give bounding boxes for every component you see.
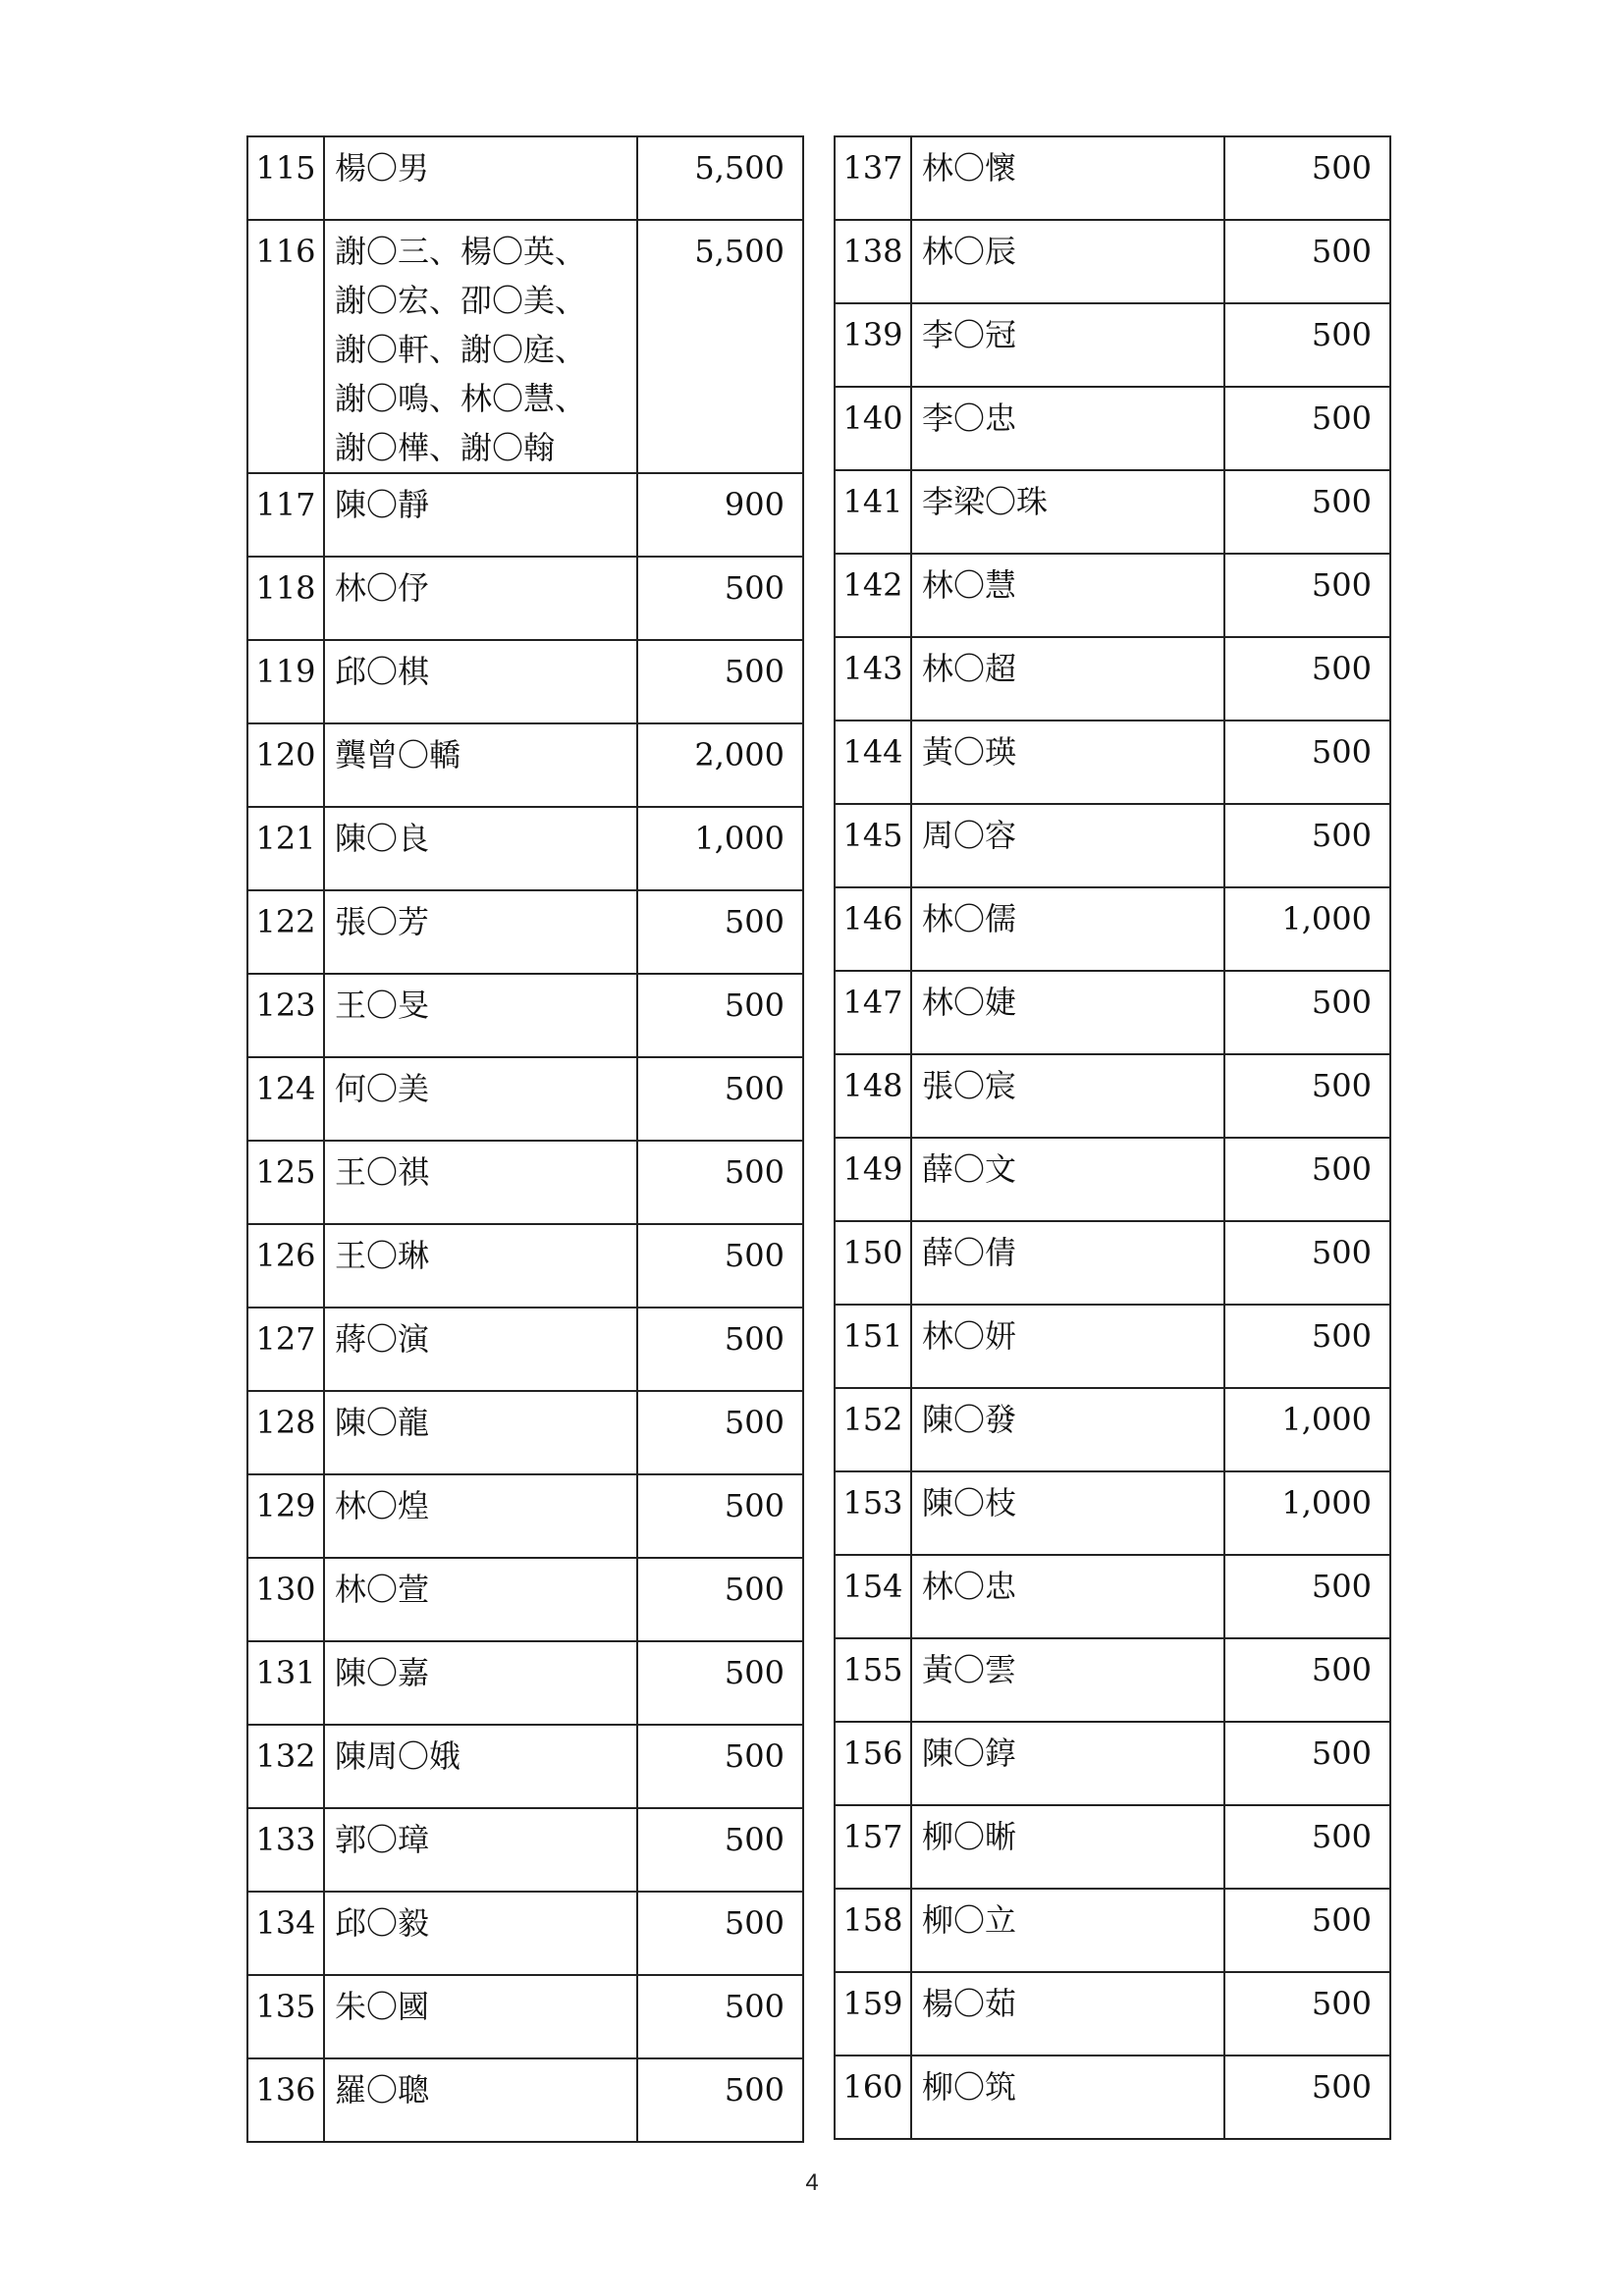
row-number: 129 [247,1474,324,1558]
donor-name: 林〇辰 [911,220,1224,303]
donor-name: 柳〇立 [911,1889,1224,1972]
donor-name: 柳〇筑 [911,2056,1224,2139]
row-number: 123 [247,974,324,1057]
table-row [835,1972,1390,2056]
row-number: 119 [247,640,324,723]
row-number: 145 [835,804,911,887]
donor-name: 陳〇枝 [911,1471,1224,1555]
donation-amount: 5,500 [637,220,803,473]
donor-name: 陳〇錞 [911,1722,1224,1805]
row-number: 134 [247,1892,324,1975]
table-row [835,1805,1390,1889]
donor-table-right [834,135,1391,2140]
row-number: 146 [835,887,911,971]
table-row [247,473,803,557]
table-row [835,1722,1390,1805]
table-row [835,1221,1390,1305]
table-row [835,387,1390,470]
row-number: 158 [835,1889,911,1972]
donation-amount: 500 [637,1391,803,1474]
row-number: 144 [835,721,911,804]
table-row [247,2058,803,2142]
donation-amount: 500 [1224,1805,1390,1889]
row-number: 137 [835,136,911,220]
donation-amount: 500 [637,974,803,1057]
row-number: 121 [247,807,324,890]
donor-name: 邱〇棋 [324,640,637,723]
donor-name: 林〇婕 [911,971,1224,1054]
row-number: 143 [835,637,911,721]
donation-amount: 500 [1224,1555,1390,1638]
donor-name: 林〇忠 [911,1555,1224,1638]
donation-amount: 5,500 [637,136,803,220]
row-number: 148 [835,1054,911,1138]
table-row [835,1889,1390,1972]
donor-name: 李〇忠 [911,387,1224,470]
table-row [835,1054,1390,1138]
donor-name: 李梁〇珠 [911,470,1224,554]
donation-amount: 500 [637,1224,803,1308]
row-number: 150 [835,1221,911,1305]
donor-name: 張〇芳 [324,890,637,974]
row-number: 138 [835,220,911,303]
row-number: 117 [247,473,324,557]
donation-amount: 500 [1224,1722,1390,1805]
row-number: 125 [247,1141,324,1224]
donor-name: 王〇旻 [324,974,637,1057]
row-number: 141 [835,470,911,554]
table-row [247,1808,803,1892]
table-row [835,554,1390,637]
donation-amount: 1,000 [1224,887,1390,971]
donor-name: 薛〇文 [911,1138,1224,1221]
donor-name: 黃〇雲 [911,1638,1224,1722]
table-row [835,470,1390,554]
donor-table-left [246,135,804,2143]
row-number: 132 [247,1725,324,1808]
table-row [247,1558,803,1641]
donor-name: 陳〇發 [911,1388,1224,1471]
table-row [835,1555,1390,1638]
donation-amount: 500 [637,1474,803,1558]
donation-amount: 500 [1224,637,1390,721]
row-number: 120 [247,723,324,807]
donation-amount: 500 [1224,1638,1390,1722]
table-row [835,887,1390,971]
donor-name: 何〇美 [324,1057,637,1141]
row-number: 153 [835,1471,911,1555]
table-row [247,1975,803,2058]
donation-amount: 500 [637,1892,803,1975]
donation-amount: 500 [637,1975,803,2058]
row-number: 130 [247,1558,324,1641]
donation-amount: 500 [1224,554,1390,637]
table-row [247,1892,803,1975]
table-row [835,971,1390,1054]
table-row [835,136,1390,220]
table-row [247,1057,803,1141]
table-row [835,804,1390,887]
donor-name: 邱〇毅 [324,1892,637,1975]
row-number: 147 [835,971,911,1054]
row-number: 127 [247,1308,324,1391]
row-number: 149 [835,1138,911,1221]
donor-name: 陳周〇娥 [324,1725,637,1808]
table-row [247,1641,803,1725]
donor-name: 林〇儒 [911,887,1224,971]
donor-name: 林〇萱 [324,1558,637,1641]
donation-amount: 1,000 [1224,1388,1390,1471]
donor-name: 楊〇男 [324,136,637,220]
donor-name: 陳〇良 [324,807,637,890]
row-number: 135 [247,1975,324,2058]
donor-name: 陳〇龍 [324,1391,637,1474]
table-row [835,303,1390,387]
donation-amount: 500 [1224,971,1390,1054]
donation-amount: 500 [1224,1054,1390,1138]
donor-name: 林〇妍 [911,1305,1224,1388]
table-row [247,1474,803,1558]
donation-amount: 500 [637,1057,803,1141]
table-row [247,1725,803,1808]
donor-name: 龔曾〇轎 [324,723,637,807]
row-number: 136 [247,2058,324,2142]
donation-amount: 500 [637,2058,803,2142]
row-number: 131 [247,1641,324,1725]
row-number: 140 [835,387,911,470]
donor-name: 黃〇瑛 [911,721,1224,804]
table-row [247,807,803,890]
donation-amount: 500 [1224,1138,1390,1221]
row-number: 118 [247,557,324,640]
row-number: 122 [247,890,324,974]
donor-name: 林〇超 [911,637,1224,721]
donor-name: 王〇琳 [324,1224,637,1308]
donor-name: 林〇懷 [911,136,1224,220]
donation-amount: 1,000 [1224,1471,1390,1555]
donation-amount: 500 [637,1141,803,1224]
table-row [247,1224,803,1308]
donor-name: 謝〇三、楊〇英、 謝〇宏、卲〇美、 謝〇軒、謝〇庭、 謝〇鳴、林〇慧、 謝〇樺、謝〇翰 [324,220,637,473]
row-number: 154 [835,1555,911,1638]
donation-amount: 500 [1224,2056,1390,2139]
table-row [835,721,1390,804]
donation-amount: 500 [1224,804,1390,887]
donation-amount: 500 [637,1808,803,1892]
donation-amount: 1,000 [637,807,803,890]
table-row [247,1308,803,1391]
table-row [835,2056,1390,2139]
donor-name: 朱〇國 [324,1975,637,2058]
table-row [247,136,803,220]
table-row [835,637,1390,721]
donor-name: 陳〇嘉 [324,1641,637,1725]
row-number: 152 [835,1388,911,1471]
donor-name: 王〇祺 [324,1141,637,1224]
donation-amount: 500 [1224,470,1390,554]
row-number: 159 [835,1972,911,2056]
table-row [835,1138,1390,1221]
table-row [835,1638,1390,1722]
donation-amount: 500 [637,1725,803,1808]
table-row [247,890,803,974]
donation-amount: 500 [637,557,803,640]
row-number: 133 [247,1808,324,1892]
donation-amount: 500 [1224,387,1390,470]
donation-amount: 500 [637,1308,803,1391]
donor-name: 林〇煌 [324,1474,637,1558]
donation-amount: 500 [1224,303,1390,387]
donor-name: 張〇宸 [911,1054,1224,1138]
row-number: 142 [835,554,911,637]
table-row [835,1305,1390,1388]
table-row [247,1141,803,1224]
donor-name: 柳〇晰 [911,1805,1224,1889]
table-row [247,723,803,807]
donor-name: 郭〇璋 [324,1808,637,1892]
donation-amount: 900 [637,473,803,557]
donor-name: 林〇伃 [324,557,637,640]
donation-amount: 500 [1224,136,1390,220]
donor-name: 陳〇靜 [324,473,637,557]
table-row [247,1391,803,1474]
donation-amount: 500 [637,1558,803,1641]
donation-amount: 500 [637,640,803,723]
donor-name: 周〇容 [911,804,1224,887]
row-number: 157 [835,1805,911,1889]
row-number: 116 [247,220,324,473]
donation-amount: 500 [1224,1221,1390,1305]
table-row [247,220,803,473]
row-number: 115 [247,136,324,220]
row-number: 126 [247,1224,324,1308]
donor-name: 李〇冠 [911,303,1224,387]
donation-amount: 500 [1224,721,1390,804]
donation-amount: 500 [1224,1305,1390,1388]
donation-amount: 500 [1224,220,1390,303]
donor-name: 蔣〇演 [324,1308,637,1391]
donor-name: 楊〇茹 [911,1972,1224,2056]
row-number: 160 [835,2056,911,2139]
donor-name: 林〇慧 [911,554,1224,637]
page-number: 4 [805,2169,819,2196]
row-number: 124 [247,1057,324,1141]
table-row [835,1388,1390,1471]
table-row [247,974,803,1057]
donation-amount: 2,000 [637,723,803,807]
donation-amount: 500 [1224,1972,1390,2056]
donation-amount: 500 [1224,1889,1390,1972]
row-number: 128 [247,1391,324,1474]
donor-name: 羅〇聰 [324,2058,637,2142]
table-row [835,220,1390,303]
table-row [247,640,803,723]
row-number: 151 [835,1305,911,1388]
row-number: 156 [835,1722,911,1805]
table-row [247,557,803,640]
donation-amount: 500 [637,1641,803,1725]
donation-amount: 500 [637,890,803,974]
row-number: 155 [835,1638,911,1722]
table-row [835,1471,1390,1555]
donor-name: 薛〇倩 [911,1221,1224,1305]
row-number: 139 [835,303,911,387]
